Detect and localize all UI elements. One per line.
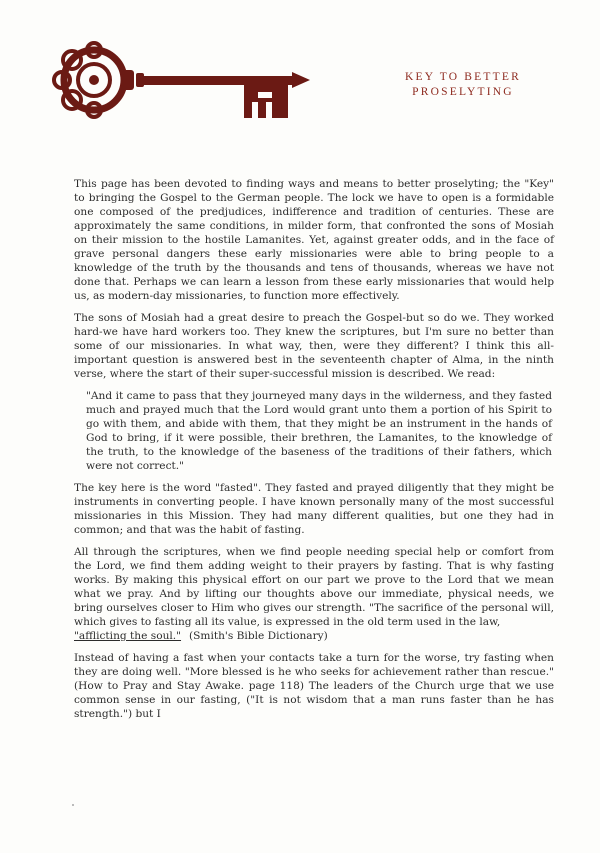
article-body <box>74 177 554 729</box>
bible-dictionary-citation: (Smith's Bible Dictionary) <box>189 630 328 642</box>
title-line-2: PROSELYTING <box>412 86 514 98</box>
paragraph-instead-of-fast: Instead of having a fast when your contacts take a turn for the worse, try fasting when they are doing well. "More blessed is he who seeks for achievement rather than rescue." (How to Pray and Stay Awake. page 118) The leaders of the Church urge that we use common sense in our fasting, ("It is not wisdom that a man runs faster than he has strength.") but I <box>74 652 554 720</box>
paragraph-key-fasted: The key here is the word "fasted". They fasted and prayed diligently that they might be instruments in converting people. I have known personally many of the most successful missionaries in this Mission. They had many different qualities, but one they had in common; and that was the habit of fasting. <box>74 482 554 536</box>
paragraph-scriptures-text: All through the scriptures, when we find people needing special help or comfort from the Lord, we find them adding weight to their prayers by fasting. That is why fasting works. By making this physical effort on our part we prove to the Lord that we mean what we pray. And by lifting our thoughts above our immediate, physical needs, we bring ourselves closer to Him who gives our strength. "The sacrifice of the personal will, which gives to fasting all its value, is expressed in the old term used in the law, <box>74 546 554 628</box>
afflicting-the-soul-phrase: "afflicting the soul." <box>74 630 182 642</box>
skeleton-key-icon <box>48 38 318 130</box>
paragraph-sons-of-mosiah: The sons of Mosiah had a great desire to preach the Gospel-but so do we. They worked hard-we have hard workers too. They knew the scriptures, but I'm sure no better than some of our missionaries. In what way, then, were they different? I think this all-important question is answered best in the seventeenth chapter of Alma, in the ninth verse, where the start of their super-successful mission is described. We read: <box>74 312 554 380</box>
paragraph-intro: This page has been devoted to finding ways and means to better proselyting; the "Key" to bringing the Gospel to the German people. The lock we have to open is a formidable one composed of the predjudices, indifference and tradition of centuries. These are approximately the same conditions, in milder form, that confronted the sons of Mosiah on their mission to the hostile Lamanites. Yet, against greater odds, and in the face of grave personal dangers these early missionaries were able to bring people to a knowledge of the truth by the thousands and tens of thousands, whereas we have not done that. Perhaps we can learn a lesson from these early missionaries that would help us, as modern-day missionaries, to function more effectively. <box>74 178 554 302</box>
page-title <box>388 70 538 100</box>
page-speck <box>72 804 74 806</box>
paragraph-scriptures-fasting <box>74 545 554 643</box>
scripture-quote: "And it came to pass that they journeyed many days in the wilderness, and they fasted much and prayed much that the Lord would grant unto them a portion of his Spirit to go with them, and abide with them, that they might be an instrument in the hands of God to bring, if it were possible, their brethren, the Lamanites, to the knowledge of the truth, to the knowledge of the baseness of the traditions of their fathers, which were not correct." <box>86 390 552 472</box>
title-line-1: KEY TO BETTER <box>405 71 521 83</box>
